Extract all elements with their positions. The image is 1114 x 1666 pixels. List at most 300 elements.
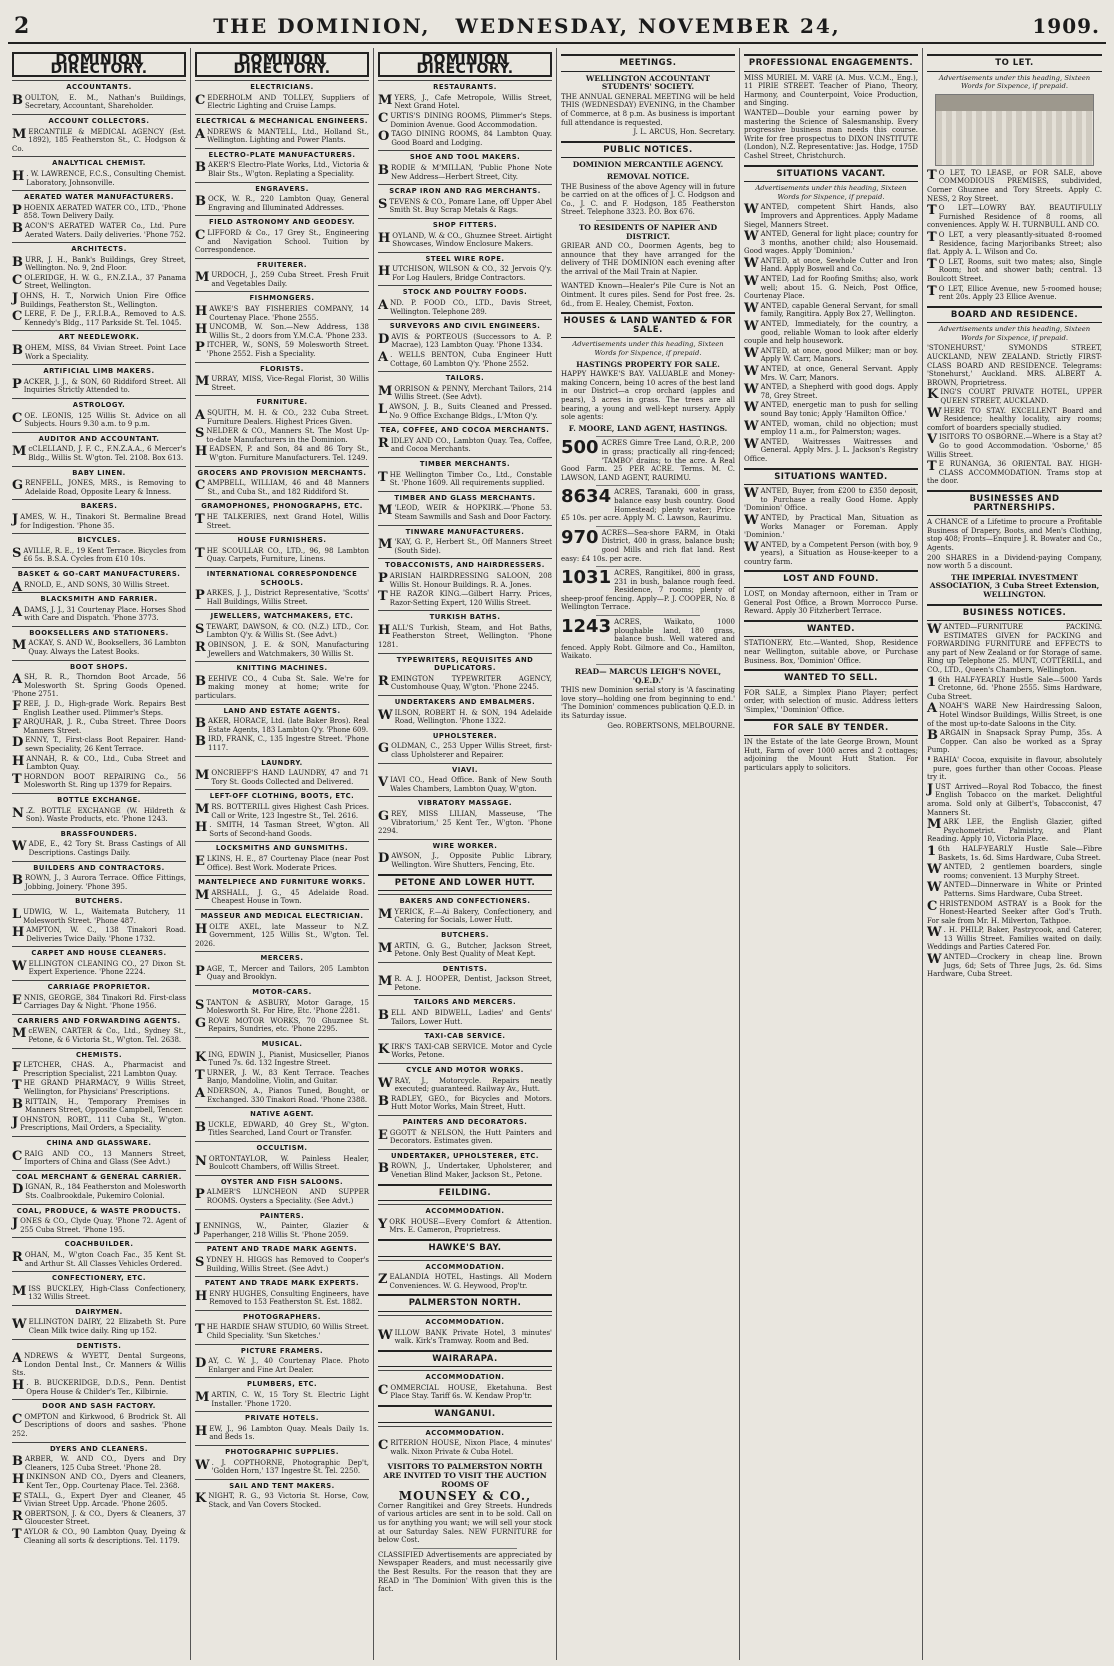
entry-text: ROWN, J., 3 Aurora Terrace. Office Fittings, Jobbing, Joinery. 'Phone 395. [25,874,186,891]
drop-initial: ' [927,755,931,770]
directory-entry [12,1116,186,1133]
column-1 [8,48,191,1660]
entry-text: ANTED, energetic man to push for selling sound Bay tonic; Apply 'Hamilton Office.' [760,401,918,418]
entry-text: IDLEY AND CO., Lambton Quay. Tea, Coffee, and Cocoa Merchants. [390,436,552,454]
houses-sub: Advertisements under this heading, Sixteen Words for Sixpence, if prepaid. [572,340,724,358]
section-heading: FISHMONGERS. [195,291,369,304]
directory-entry [12,1098,186,1115]
entry-text: . B. BUCKERIDGE, D.D.S., Penn. Dentist Opera House & Childer's Ter., Kilbirnie. [26,1379,186,1396]
directory-entry [12,1473,186,1490]
entry-text: OLERIDGE, H. W. G., F.N.Z.I.A., 37 Panama Street, Wellington. [24,273,186,291]
drop-initial: B [378,1008,389,1024]
drop-initial: E [378,1127,388,1143]
section-heading: BOTTLE EXCHANGE. [12,793,186,806]
drop-initial: W [744,418,759,434]
public-body: THE Business of the above Agency will in future be carried on at the offices of J. C. Hodgson and Co., J. C. and F. Hodgson, 185 Featherston Street. Telephone 3323. P.O. Box 676. [561,182,735,217]
entry-text: URNER, J. W., 83 Kent Terrace. Teaches Banjo, Mandoline, Violin, and Guitar. [206,1068,369,1086]
entry-text: ENNY, T., First-class Boot Repairer. Hand-sewn Speciality, 26 Kent Terrace. [25,736,186,753]
entry-text: ELL AND BIDWELL, Ladies' and Gents' Tailors, Lower Hutt. [391,1009,552,1026]
drop-initial: A [12,672,23,688]
section-heading: RESTAURANTS. [378,80,552,93]
directory-entry [378,1439,552,1456]
entry-text: EADSEN, P. and Son, 84 and 86 Tory St., W'gton. Furniture Manufacturers. Tel. 1249. [209,445,369,462]
drop-initial: C [12,1148,23,1164]
section-heading: LOCKSMITHS AND GUNSMITHS. [195,841,369,854]
directory-entry [12,479,186,496]
drop-initial: B [12,92,23,108]
section-heading: STEEL WIRE ROPE. [378,252,552,265]
directory-entry [12,1061,186,1078]
entry-text: TANTON & ASBURY, Motor Garage, 15 Molesworth St. For Hire, Etc. 'Phone 2281. [206,998,369,1016]
directory-entry [12,274,186,291]
entry-text: UST Arrived—Royal Rod Tobacco, the finest English Tobacco on the market. Delightful aroma. Sold only at Gilbert's, Tobacconist, 47 Manners St. [927,782,1102,817]
drop-initial: E [195,853,205,869]
directory-title: DOMINION DIRECTORY. [195,52,369,77]
entry-text: LIFFORD & Co., 17 Grey St., Engineering and Navigation School. Tuition by Correspondence. [195,228,369,255]
section-heading: TURKISH BATHS. [378,610,552,623]
column-6 [923,48,1106,1660]
drop-initial: C [12,272,23,288]
section-heading: BAKERS. [12,499,186,512]
drop-initial: B [378,1161,389,1177]
section-heading: CARRIAGE PROPRIETOR. [12,980,186,993]
auction-body: Corner Rangitikei and Grey Streets. Hundreds of various articles are sent in to be sold. Call on us for anything you want; we will sell your stock at our Saturday Sales. NEW FURNITURE for below Cost. [378,1501,552,1545]
numbered-ads [561,436,735,661]
drop-initial: J [12,291,19,307]
entry-text: NNIS, GEORGE, 384 Tinakori Rd. First-class Carriages Day & Night. 'Phone 1956. [23,993,186,1011]
directory-entry [195,923,369,949]
directory-entry [12,513,186,530]
section-heading: CHINA AND GLASSWARE. [12,1136,186,1149]
drop-initial: H [195,1288,208,1304]
entry-text: OHNSTON, ROBT., 111 Cuba St., W'gton. Prescriptions, Mail Orders, a Speciality. [20,1115,186,1133]
entry-text: ISITORS TO OSBORNE.—Where is a Stay at? Go to good Accommodation. 'Osborne,' 85 Willis Street. [927,433,1102,459]
directory-title: DOMINION DIRECTORY. [378,52,552,77]
drop-initial: W [378,1327,393,1343]
entry-text: HRISTENDOM ASTRAY is a Book for the Honest-Hearted Seeker after God's Truth. For sale from Mr. H. Milverton, Tathpoe. [927,899,1102,925]
drop-initial: E [12,992,22,1008]
classified-entry [927,169,1102,203]
drop-initial: H [378,264,391,280]
drop-initial: T [927,229,937,245]
entry-text: DAMS, J. J., 31 Courtenay Place. Horses Shod with Care and Dispatch. 'Phone 3773. [24,605,186,623]
directory-entry [378,776,552,793]
drop-initial: B [12,873,23,889]
directory-entry [378,265,552,282]
drop-initial: W [12,839,27,855]
entry-text: ANTED, at once, General Servant. Apply Mrs. W. Carr, Manors. [760,365,918,382]
drop-initial: T [927,283,937,299]
drop-initial: L [378,402,388,417]
entry-text: OHEM, MISS, 84 Vivian Street. Point Lace Work a Speciality. [25,344,186,361]
masthead [8,10,1106,44]
drop-initial: P [12,202,22,218]
entry-text: ND. P. FOOD CO., LTD., Davis Street, Wellington. Telephone 289. [390,299,552,316]
entry-text: E RUNANGA, 36 ORIENTAL BAY. HIGH-CLASS ACCOMMODATION. Trams stop at the door. [927,460,1102,486]
entry-text: URR, J. H., Bank's Buildings, Grey Street, Wellington. No. 9, 2nd Floor. [25,255,186,273]
directory-entry [12,256,186,273]
entry-text: EALANDIA HOTEL, Hastings. All Modern Conveniences. W. G. Heywood, Prop'tr. [389,1273,552,1290]
classified-entry [744,275,918,301]
directory-entry [12,673,186,699]
section-heading: TAILORS. [378,371,552,384]
directory-entry [12,1251,186,1268]
drop-initial: W [744,274,759,290]
entry-text: O LET, a very pleasantly-situated 8-roomed Residence, facing Marjoribanks Street; also flat. Apply A. L. Wilson and Co. [927,230,1102,257]
drop-initial: T [927,256,937,272]
entry-text: ANTED, a Shepherd with good dogs. Apply 78, Grey Street. [760,383,918,400]
classified-entry [927,863,1102,880]
drop-initial: W [744,229,759,245]
directory-entry [195,305,369,322]
drop-initial: P [195,340,205,356]
classified-entry [744,541,918,567]
drop-initial: P [195,588,205,604]
entry-text: O LET—LOWRY BAY. BEAUTIFULLY Furnished Residence of 8 rooms, all conveniences. Apply W. H. TURNBULL AND CO. [927,204,1102,230]
drop-initial: M [195,1390,210,1406]
entry-text: AMPBELL, WILLIAM, 46 and 48 Manners St., and Cuba St., and 182 Riddiford St. [207,479,369,496]
drop-initial: K [195,1491,207,1507]
entry-text: ALL'S Turkish, Steam, and Hot Baths, Featherston Street, Wellington. 'Phone 1281. [378,623,552,650]
directory-entry [378,198,552,215]
entry-text: OYLAND, W. & CO., Ghuznee Street. Airtight Showcases, Window Enclosure Makers. [392,231,552,249]
section-heading: MERCERS. [195,951,369,964]
entry-text: 'KAY, G. P., Herbert St., Off Manners Street (South Side). [394,538,552,555]
section-heading: ACCOMMODATION. [378,1260,552,1273]
section-heading: SCRAP IRON AND RAG MERCHANTS. [378,184,552,197]
directory-entry [12,1352,186,1378]
drop-initial: H [12,168,25,184]
directory-entry [378,1218,552,1235]
section-heading: ARCHITECTS. [12,242,186,255]
section-heading: NATIVE AGENT. [195,1107,369,1120]
section-heading: OYSTER AND FISH SALOONS. [195,1175,369,1188]
directory-entry [378,1095,552,1112]
section-heading: SHOP FITTERS. [378,218,552,231]
columns [8,48,1106,1660]
entry-text: UDWIG, W. L., Waitemata Butchery, 11 Molesworth Street. 'Phone 487. [23,907,186,925]
entry-text: TAGO DINING ROOMS, 84 Lambton Quay. Good Board and Lodging. [391,130,552,147]
entry-text: ENNINGS, W., Painter, Glazier & Paperhanger, 218 Willis St. 'Phone 2059. [203,1222,369,1239]
entry-text: URRAY, MISS, Vice-Regal Florist, 30 Willis Street. [211,375,369,392]
entry-text: AVILLE, R. E., 19 Kent Terrace. Bicycles from £6 5s. B.S.A. Cycles from £10 10s. [23,546,186,564]
entry-text: YDNEY H. HIGGS has Removed to Cooper's Building, Willis Street. (See Advt.) [206,1255,369,1273]
directory-entry [378,1009,552,1026]
entry-text: . H. PHILP, Baker, Pastrycook, and Caterer, 13 Willis Street. Families waited on daily. Weddings and Parties Catered For. [927,926,1102,952]
section-heading: TAILORS AND MERCERS. [378,995,552,1008]
section-heading: HOUSE FURNISHERS. [195,533,369,546]
directory-entry [12,445,186,462]
entry-text: ANTED, competent Shirt Hands, also Improvers and Apprentices. Apply Madame Siegel, Manners Street. [744,203,918,229]
land-ad [561,569,735,612]
drop-initial: H [12,753,25,769]
directory-entry [12,700,186,717]
drop-initial: W [927,880,942,896]
directory-entry [378,624,552,650]
classified-entry [927,729,1102,755]
section-heading: ACCOMMODATION. [378,1426,552,1439]
investment-title: 200 SHARES in a Dividend-paying Company, now worth 5 a discount. [927,553,1102,571]
section-heading: LEFT-OFF CLOTHING, BOOTS, ETC. [195,789,369,802]
directory-entry [378,572,552,589]
drop-initial: H [195,444,208,460]
entry-text: RODIE & M'MILLAN, 'Public Phone Note New Address—Herbert Street, City. [391,163,552,181]
newspaper-title [74,14,980,38]
section-heading: GRAMOPHONES, PHONOGRAPHS, ETC. [195,499,369,512]
directory-entry [378,1384,552,1401]
directory-entry [195,341,369,358]
directory-entry [378,130,552,147]
drop-initial: F [12,1060,22,1076]
classified-entry [744,420,918,437]
entry-text: ITCHER, W., SONS, 59 Molesworth Street. 'Phone 2552. Fish a Speciality. [206,341,369,359]
drop-initial: C [12,1411,23,1427]
drop-initial: V [378,775,389,791]
entry-text: ERCANTILE & MEDICAL AGENCY (Est. 1892), 185 Featherston St., C. Hodgson & Co. [12,127,186,153]
directory-entry [195,1492,369,1509]
directory-entry [12,94,186,111]
drop-initial: M [378,940,393,956]
land-ad-text: ACRES, Taranaki, 600 in grass, balance easy bush country. Good Homestead; plenty water; Price £5 10s. per acre. Apply M. C. Lawson, Raurimu. [561,488,735,523]
drop-initial: S [195,621,205,637]
entry-text: RITTAIN, H., Temporary Premises in Manners Street, Opposite Campbell, Tencer. [25,1097,186,1115]
drop-initial: M [195,270,210,286]
directory-entry [195,94,369,111]
classified-entry [744,230,918,256]
drop-initial: G [378,741,390,757]
section-heading: ARTIFICIAL LIMB MAKERS. [12,364,186,377]
entry-text: AMPTON, W. C., 138 Tinakori Road. Deliveries Twice Daily. 'Phone 1732. [26,926,186,943]
drop-initial: T [927,167,937,183]
entry-text: URTIS'S DINING ROOMS, Plimmer's Steps. Dominion Avenue. Good Accommodation. [390,111,552,129]
directory-entry [378,299,552,316]
classified-entry [744,203,918,229]
entry-text: ROVE MOTOR WORKS, 70 Ghuznee St. Repairs, Sundries, etc. 'Phone 2295. [208,1016,369,1034]
read-sign: Geo. ROBERTSONS, MELBOURNE. [607,721,735,730]
entry-text: EW, J., 96 Lambton Quay. Meals Daily 1s. and Beds 1s. [209,1424,369,1442]
directory-entry [195,1256,369,1273]
drop-initial: H [12,1472,25,1488]
drop-initial: C [378,1438,389,1454]
section-heading: PAINTERS AND DECORATORS. [378,1115,552,1128]
entry-text: ROWN, J., Undertaker, Upholsterer, and Venetian Blind Maker, Jackson St., Petone. [391,1162,552,1179]
classified-entry [927,926,1102,952]
entry-text: .Z. BOTTLE EXCHANGE (W. Hildreth & Son). Waste Products, etc. 'Phone 1243. [25,806,186,824]
entry-text: RAIG AND CO., 13 Manners Street, Importers of China and Glass (See Advt.) [24,1149,186,1167]
directory-entry [195,999,369,1016]
land-ad [561,526,735,563]
section-heading: PHOTOGRAPHIC SUPPLIES. [195,1445,369,1458]
divider [596,279,700,280]
section-heading: FURNITURE. [195,395,369,408]
entry-text: ANTED, capable General Servant, for small family, Rangitira. Apply Box 27, Wellington. [760,301,918,319]
drop-initial: H [378,622,391,638]
classified-entry [744,401,918,418]
directory-entry [12,606,186,623]
entry-text: REY, MISS LILIAN, Masseuse, 'The Vibratorium,' 25 Kent Ter., W'gton. 'Phone 2294. [378,809,552,836]
public-title: DOMINION MERCANTILE AGENCY. [572,160,724,170]
drop-initial: B [378,1093,389,1109]
directory-entry [12,639,186,656]
drop-initial: R [12,1508,23,1524]
napier-title: TO RESIDENTS OF NAPIER AND DISTRICT. [578,222,718,241]
read-body: THIS new Dominion serial story is 'A fascinating love story—holding one from beginning to end.' 'The Dominion' commences publication Q.E.D. in its Saturday issue. [561,686,735,720]
section-heading: PLUMBERS, ETC. [195,1377,369,1390]
situations-vacant-heading: SITUATIONS VACANT. [744,165,918,183]
entry-text: HOENIX AERATED WATER CO., LTD., 'Phone 858. Town Delivery Daily. [23,203,186,221]
section-heading: ELECTRICIANS. [195,80,369,93]
drop-initial: H [195,1423,208,1439]
section-heading: PHOTOGRAPHERS. [195,1310,369,1323]
section-heading: ELECTRO-PLATE MANUFACTURERS. [195,148,369,161]
drop-initial: D [12,1182,24,1198]
entry-text: ACKER, J. J., & SON, 60 Riddiford Street. All Inquiries Strictly Attended to. [23,377,186,395]
section-heading: MUSICAL. [195,1037,369,1050]
entry-text: SQUITH, M. H. & CO., 232 Cuba Street. Furniture Dealers. Highest Prices Given. [207,409,369,426]
directory-entry [12,926,186,943]
section-heading: PICTURE FRAMERS. [195,1344,369,1357]
entry-text: OCK, W. R., 220 Lambton Quay, General Engraving and Illuminated Addresses. [208,195,369,212]
entry-text: ARTIN, C. W., 15 Tory St. Electric Light Installer. 'Phone 1720. [211,1391,369,1408]
drop-initial: A [12,604,23,620]
directory-entry [12,994,186,1011]
directory-entry [195,855,369,872]
drop-initial: A [378,298,389,314]
directory-entry [12,579,186,595]
entry-text: ANTED, Buyer, from £200 to £350 deposit, to Purchase a really Good Home. Apply 'Dominion' Office. [744,487,918,513]
entry-text: TEWART, DAWSON, & CO. (N.Z.) LTD., Cor. Lambton Q'y. & Willis St. (See Advt.) [206,622,369,640]
drop-initial: W [744,255,759,271]
land-ad [561,488,735,522]
classified-entry [927,433,1102,459]
directory-entry [195,1290,369,1307]
section-heading: ACCOMMODATION. [378,1370,552,1383]
drop-initial: F [12,717,22,733]
directory-entry [195,1155,369,1172]
section-heading: WAIRARAPA. [378,1350,552,1368]
drop-initial: A [12,579,23,595]
section-heading: MASSEUR AND MEDICAL ELECTRICIAN. [195,909,369,922]
entry-text: RADLEY, GEO., for Bicycles and Motors. Hutt Motor Works, Main Street, Hutt. [391,1094,552,1112]
land-ad-text: ACRES Gimre Tree Land, O.R.P., 200 in grass; practically all ring-fenced; 'TAMBO' drains; to the acre. A Real Good Farm. 25 PER ACRE. Terms. M. C. LAWSON, LAND AGENT, RAURIMU. [561,439,735,482]
drop-initial: P [195,963,205,979]
drop-initial: N [12,805,24,821]
entry-text: NIGHT, R. G., 93 Victoria St. Horse, Cow, Stack, and Van Covers Stocked. [208,1492,369,1509]
directory-entry [195,965,369,982]
section-heading: UNDERTAKER, UPHOLSTERER, ETC. [378,1149,552,1162]
drop-initial: B [12,254,23,270]
entry-text: YERS, J., Cafe Metropole, Willis Street, Next Grand Hotel. [394,93,552,111]
entry-text: LKINS, H. E., 87 Courtenay Place (near Post Office). Best Work. Moderate Prices. [206,854,369,872]
section-heading: BOOT SHOPS. [12,660,186,673]
tender-heading: FOR SALE BY TENDER. [744,719,918,737]
drop-initial: H [378,230,391,246]
entry-text: ILSON, ROBERT H. & SON, 194 Adelaide Road, Wellington. 'Phone 1322. [394,708,552,726]
section-heading: FLORISTS. [195,362,369,375]
section-heading: CARRIERS AND FORWARDING AGENTS. [12,1014,186,1027]
entry-text: O LET, Rooms, suit two mates; also, Single Room; hot and shower bath; central. 13 Boulcott Street. [927,257,1102,283]
situations-wanted-heading: SITUATIONS WANTED. [744,468,918,486]
drop-initial: W [12,958,27,974]
entry-text: UNCOMB, W. Son.—New Address, 138 Willis St., 2 doors from Y.M.C.A. 'Phone 233. [209,323,369,340]
drop-initial: K [927,387,939,403]
entry-text: ANTED, Immediately, for the country, a good, reliable Woman to look after elderly couple and help housework. [744,320,918,346]
business-heading: BUSINESSES AND PARTNERSHIPS. [927,490,1102,516]
entry-text: ALMER'S LUNCHEON AND SUPPER ROOMS. Oysters a Speciality. (See Advt.) [206,1188,369,1205]
entry-text: RAY, J., Motorcycle. Repairs neatly executed; guaranteed. Railway Av., Hutt. [394,1076,552,1094]
entry-text: EEHIVE CO., 4 Cuba St. Sale. We're for making money at home; write for particulars. [195,674,369,701]
directory-entry [378,942,552,959]
entry-text: ANTED, 2 gentlemen boarders, single rooms; convenient. 13 Murphy Street. [943,863,1102,880]
entry-text: R. A. J. HOOPER, Dentist, Jackson Street, Petone. [394,975,552,992]
directory-entry [195,323,369,340]
drop-initial: M [12,444,27,460]
business-notices-list [927,623,1102,979]
drop-initial: C [927,898,938,914]
entry-text: BAHIA' Cocoa, exquisite in flavour, absolutely pure, goes further than other Cocoas. Please try it. [927,756,1102,782]
directory-entry [12,1150,186,1167]
drop-initial: J [12,1216,19,1232]
drop-initial: C [12,309,23,325]
section-heading: MOTOR-CARS. [195,985,369,998]
drop-initial: L [12,906,22,922]
drop-initial: D [12,735,24,751]
land-ad [561,439,735,482]
section-heading: BASKET & GO-CART MANUFACTURERS. [12,567,186,580]
directory-entry [195,195,369,212]
directory-entry [195,641,369,658]
directory-entry [195,128,369,145]
entry-text: ARK LEE, the English Glazier, gifted Psychometrist. Palmistry, and Plant Reading. Apply 10, Victoria Place. [927,818,1102,844]
directory-entry [12,1528,186,1545]
entry-text: AVIS & PORTEOUS (Successors to A. P. Macrae), 123 Lambton Quay. 'Phone 1334. [391,332,552,350]
land-ad-text: ACRES, Waikato, 1000 ploughable land, 180 grass, balance bush. Well watered and fenced. Apply Robt. Gilmore and Co., Hamilton, Waikato. [561,618,735,661]
drop-initial: T [927,203,937,219]
drop-initial: S [195,426,205,442]
entry-text: EMINGTON TYPEWRITER AGENCY, Customhouse Quay, W'gton. 'Phone 2245. [390,674,552,692]
directory-entry [12,1492,186,1509]
drop-initial: B [927,728,938,744]
divider [413,1459,517,1460]
entry-text: O LET, Ellice Avenue, new 5-roomed house; rent 20s. Apply 23 Ellice Avenue. [938,284,1102,302]
section-heading: BABY LINEN. [12,466,186,479]
drop-initial: H [195,921,208,937]
directory-entry [195,271,369,288]
drop-initial: B [195,716,206,732]
directory-entry [195,547,369,564]
section-heading: KNITTING MACHINES. [195,661,369,674]
section-heading: COAL, PRODUCE, & WASTE PRODUCTS. [12,1204,186,1217]
entry-text: ARISIAN HAIRDRESSING SALOON, 208 Willis St. Honour Buildings. R. A. Jones. [389,571,552,589]
directory-entry [378,538,552,555]
drop-initial: T [12,1078,22,1094]
directory-entry [195,1069,369,1086]
issue-date: WEDNESDAY, NOVEMBER 24, [455,14,841,38]
entry-text: ANTED, at once, Sewhole Cutter and Iron Hand. Apply Boswell and Co. [760,256,918,274]
directory-entry [378,504,552,521]
to-let-sub: Advertisements under this heading, Sixteen Words for Sixpence, if prepaid. [938,73,1091,91]
entry-text: AWKE'S BAY FISHERIES COMPANY, 14 Courtenay Place. 'Phone 2555. [209,305,369,322]
drop-initial: M [12,126,27,142]
divider [596,615,700,616]
land-ad-text: ACRES—Sea-shore FARM, in Otaki District, 400 in grass, balance bush; good Mills and rich flat land. Rest easy: £4 10s. per acre. [561,528,735,563]
houses-heading: HOUSES & LAND WANTED & FOR SALE. [561,312,735,338]
drop-initial: M [378,974,393,990]
section-heading: FEILDING. [378,1184,552,1202]
classified-footer: CLASSIFIED Advertisements are appreciated by Newspaper Readers, and must necessarily give the Best Results. For the reason that they are READ in 'The Dominion' With given this is the fact. [378,1550,552,1594]
entry-text: ADE, E., 42 Tory St. Brass Castings of All Descriptions. Castings Daily. [28,840,186,857]
directory-entry [195,229,369,255]
